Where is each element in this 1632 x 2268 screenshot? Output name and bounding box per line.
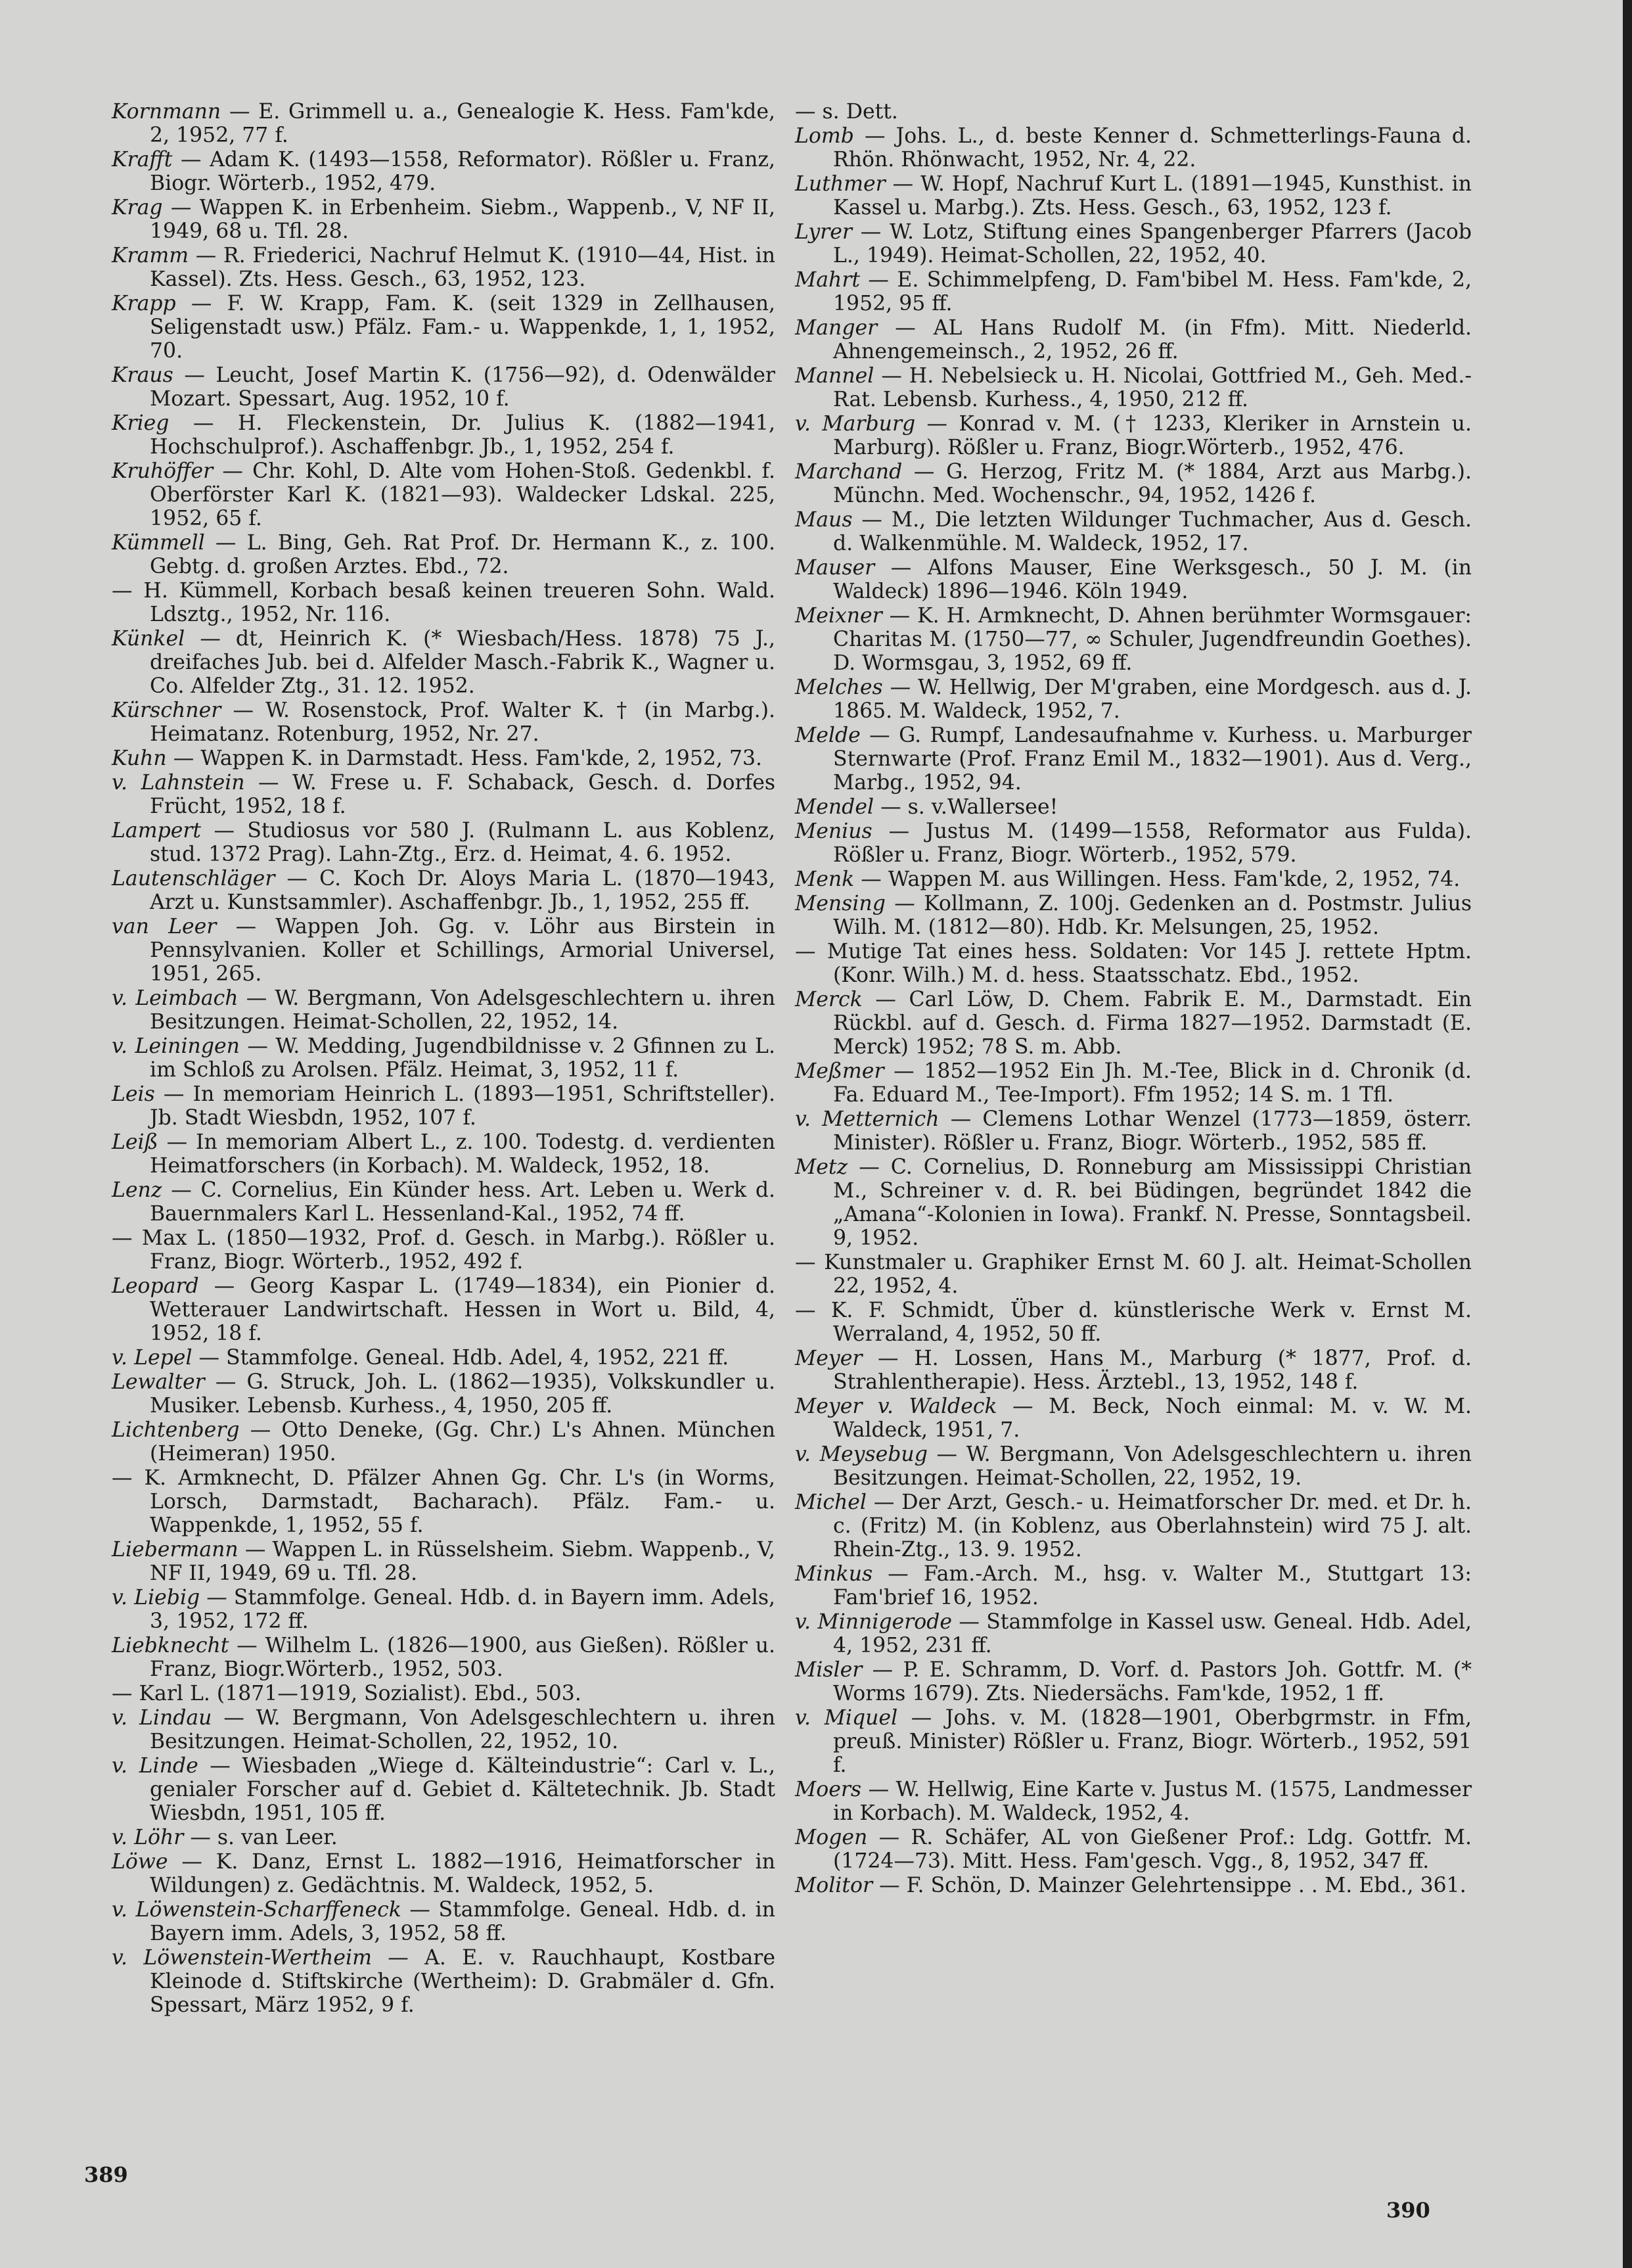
entry-keyword: Lomb <box>795 124 854 148</box>
index-entry <box>795 1443 1472 1490</box>
entry-text: — Kollmann, Z. 100j. Gedenken an d. Postmstr. Julius Wilh. M. (1812—80). Hdb. Kr. Melsungen, 25, 1952. <box>833 892 1472 939</box>
index-entry <box>795 1562 1472 1609</box>
entry-keyword: Lampert <box>112 819 202 843</box>
index-entry <box>795 1826 1472 1873</box>
entry-keyword: Lenz <box>112 1178 162 1202</box>
entry-keyword: Meßmer <box>795 1059 884 1083</box>
entry-text: — W. Hopf, Nachruf Kurt L. (1891—1945, Kunsthist. in Kassel u. Marbg.). Zts. Hess. Gesch., 63, 1952, 123 f. <box>833 172 1472 220</box>
index-entry <box>112 411 775 459</box>
index-entry <box>112 1034 775 1082</box>
entry-text: — K. Armknecht, D. Pfälzer Ahnen Gg. Chr. L's (in Worms, Lorsch, Darmstadt, Bacharach). Pfälz. Fam.- u. Wappenkde, 1, 1952, 55 f. <box>112 1466 775 1537</box>
entry-text: — Clemens Lothar Wenzel (1773—1859, österr. Minister). Rößler u. Franz, Biogr. Wörterb., 1952, 585 ff. <box>833 1107 1472 1155</box>
index-entry <box>795 1107 1472 1155</box>
index-entry <box>795 795 1472 819</box>
entry-text: — W. Bergmann, Von Adelsgeschlechtern u. ihren Besitzungen. Heimat-Schollen, 22, 1952, 14. <box>150 986 776 1034</box>
index-entry <box>795 676 1472 723</box>
index-entry <box>795 892 1472 939</box>
entry-keyword: Kornmann <box>112 100 221 124</box>
index-entry <box>795 124 1472 172</box>
entry-text: — W. Hellwig, Eine Karte v. Justus M. (1575, Landmesser in Korbach). M. Waldeck, 1952, 4. <box>833 1778 1472 1825</box>
entry-keyword: Lyrer <box>795 220 852 244</box>
entry-text: — In memoriam Heinrich L. (1893—1951, Schriftsteller). Jb. Stadt Wiesbdn, 1952, 107 f. <box>150 1082 775 1130</box>
index-entry <box>112 363 775 411</box>
entry-text: — M., Die letzten Wildunger Tuchmacher, Aus d. Gesch. d. Walkenmühle. M. Waldeck, 1952, 17. <box>833 508 1472 555</box>
index-entry <box>112 531 775 578</box>
entry-keyword: v. Lahnstein <box>112 771 245 795</box>
entry-text: — H. Nebelsieck u. H. Nicolai, Gottfried M., Geh. Med.-Rat. Lebensb. Kurhess., 4, 1950, 212 ff. <box>833 364 1472 411</box>
entry-text: — Wappen Joh. Gg. v. Löhr aus Birstein in Pennsylvanien. Koller et Schillings, Armorial Universel, 1951, 265. <box>150 915 775 986</box>
entry-text: — F. W. Krapp, Fam. K. (seit 1329 in Zellhausen, Seligenstadt usw.) Pfälz. Fam.- u. Wappenkde, 1, 1, 1952, 70. <box>150 292 775 363</box>
entry-keyword: Lautenschläger <box>112 867 275 891</box>
entry-keyword: Krieg <box>112 411 170 435</box>
entry-keyword: v. Löwenstein-Scharffeneck <box>112 1898 401 1922</box>
entry-text: — Konrad v. M. († 1233, Kleriker in Arnstein u. Marburg). Rößler u. Franz, Biogr.Wörterb., 1952, 476. <box>833 412 1472 459</box>
entry-keyword: v. Löhr <box>112 1826 184 1849</box>
entry-keyword: Menk <box>795 868 855 891</box>
entry-text: — Stammfolge. Geneal. Hdb. d. in Bayern imm. Adels, 3, 1952, 58 ff. <box>150 1898 775 1945</box>
entry-text: — Stammfolge in Kassel usw. Geneal. Hdb. Adel, 4, 1952, 231 ff. <box>833 1610 1472 1657</box>
entry-text: — Adam K. (1493—1558, Reformator). Rößler u. Franz, Biogr. Wörterb., 1952, 479. <box>150 148 775 195</box>
index-entry <box>112 986 775 1034</box>
index-entry <box>795 1610 1472 1657</box>
entry-keyword: Kuhn <box>112 747 167 770</box>
entry-text: — AL Hans Rudolf M. (in Ffm). Mitt. Niederld. Ahnengemeinsch., 2, 1952, 26 ff. <box>833 316 1472 363</box>
entry-text: — M. Beck, Noch einmal: M. v. W. M. Waldeck, 1951, 7. <box>833 1395 1472 1442</box>
entry-keyword: Kruhöffer <box>112 459 214 483</box>
index-entry <box>112 1706 775 1753</box>
page-edge-shadow <box>1623 0 1632 2268</box>
entry-keyword: Mahrt <box>795 268 861 292</box>
entry-text: — C. Koch Dr. Aloys Maria L. (1870—1943, Arzt u. Kunstsammler). Aschaffenbgr. Jb., 1, 1952, 255 ff. <box>150 867 775 914</box>
index-entry <box>112 1538 775 1585</box>
entry-text: — Der Arzt, Gesch.- u. Heimatforscher Dr. med. et Dr. h. c. (Fritz) M. (in Koblenz, aus Oberlahnstein) wird 75 J. alt. Rhein-Ztg., 13. 9. 1952. <box>833 1491 1472 1562</box>
entry-text: — L. Bing, Geh. Rat Prof. Dr. Hermann K., z. 100. Gebtg. d. großen Arztes. Ebd., 72. <box>150 531 775 578</box>
entry-keyword: Melde <box>795 724 861 747</box>
entry-keyword: Kraus <box>112 363 173 387</box>
entry-text: — Max L. (1850—1932, Prof. d. Gesch. in Marbg.). Rößler u. Franz, Biogr. Wörterb., 1952, 492 f. <box>112 1226 775 1274</box>
entry-text: — Kunstmaler u. Graphiker Ernst M. 60 J. alt. Heimat-Schollen 22, 1952, 4. <box>795 1251 1472 1298</box>
entry-text: — W. Medding, Jugendbildnisse v. 2 Gfinnen zu L. im Schloß zu Arolsen. Pfälz. Heimat, 3, 1952, 11 f. <box>150 1034 775 1082</box>
entry-keyword: Kramm <box>112 244 189 267</box>
page-number-right: 390 <box>1386 2198 1430 2223</box>
index-entry <box>112 915 775 986</box>
entry-keyword: Mauser <box>795 556 875 580</box>
entry-keyword: Moers <box>795 1778 862 1801</box>
index-entry <box>112 1754 775 1825</box>
entry-keyword: Leopard <box>112 1274 199 1298</box>
index-entry <box>795 1347 1472 1394</box>
index-entry <box>795 268 1472 315</box>
entry-keyword: v. Linde <box>112 1754 198 1778</box>
index-entry <box>795 1251 1472 1298</box>
entry-text: — W. Hellwig, Der M'graben, eine Mordgesch. aus d. J. 1865. M. Waldeck, 1952, 7. <box>833 676 1472 723</box>
entry-keyword: Lichtenberg <box>112 1418 240 1442</box>
index-entry <box>795 556 1472 603</box>
index-entry <box>112 100 775 147</box>
entry-text: — K. H. Armknecht, D. Ahnen berühmter Wormsgauer: Charitas M. (1750—77, ∞ Schuler, Jugendfreundin Goethes). D. Wormsgau, 3, 1952, 69 ff. <box>833 604 1472 675</box>
entry-text: — Georg Kaspar L. (1749—1834), ein Pionier d. Wetterauer Landwirtschaft. Hessen in Wort u. Bild, 4, 1952, 18 f. <box>150 1274 775 1345</box>
index-entry <box>112 1898 775 1945</box>
entry-keyword: Metz <box>795 1155 848 1179</box>
entry-keyword: Merck <box>795 988 863 1011</box>
index-entry <box>795 604 1472 675</box>
entry-keyword: Krafft <box>112 148 173 172</box>
index-entry <box>112 244 775 291</box>
entry-text: — Wilhelm L. (1826—1900, aus Gießen). Rößler u. Franz, Biogr.Wörterb., 1952, 503. <box>150 1634 775 1681</box>
index-entry <box>112 196 775 243</box>
entry-text: — W. Bergmann, Von Adelsgeschlechtern u. ihren Besitzungen. Heimat-Schollen, 22, 1952, 10. <box>150 1706 775 1753</box>
entry-keyword: v. Metternich <box>795 1107 940 1131</box>
index-entry <box>112 459 775 530</box>
entry-keyword: Krapp <box>112 292 176 315</box>
index-entry <box>112 867 775 914</box>
entry-keyword: Leis <box>112 1082 155 1106</box>
index-entry <box>795 1778 1472 1825</box>
index-entry <box>795 508 1472 555</box>
index-entry <box>112 1466 775 1537</box>
entry-text: — A. E. v. Rauchhaupt, Kostbare Kleinode d. Stiftskirche (Wertheim): D. Grabmäler d. Gfn. Spessart, März 1952, 9 f. <box>150 1946 775 2017</box>
entry-text: — Wappen L. in Rüsselsheim. Siebm. Wappenb., V, NF II, 1949, 69 u. Tfl. 28. <box>150 1538 775 1585</box>
entry-text: — H. Fleckenstein, Dr. Julius K. (1882—1941, Hochschulprof.). Aschaffenbgr. Jb., 1, 1952, 254 f. <box>150 411 775 459</box>
entry-keyword: v. Leiningen <box>112 1034 240 1058</box>
entry-keyword: Künkel <box>112 627 185 651</box>
index-entry <box>112 627 775 698</box>
index-entry <box>795 1299 1472 1346</box>
entry-text: — G. Rumpf, Landesaufnahme v. Kurhess. u. Marburger Sternwarte (Prof. Franz Emil M., 1832—1901). Aus d. Verg., Marbg., 1952, 94. <box>833 724 1472 795</box>
entry-keyword: Mannel <box>795 364 874 388</box>
index-entry <box>795 1155 1472 1250</box>
entry-text: — Studiosus vor 580 J. (Rulmann L. aus Koblenz, stud. 1372 Prag). Lahn-Ztg., Erz. d. Heimat, 4. 6. 1952. <box>150 819 775 866</box>
entry-keyword: Kürschner <box>112 699 221 722</box>
entry-keyword: v. Löwenstein-Wertheim <box>112 1946 372 1970</box>
index-entry <box>795 1491 1472 1562</box>
entry-text: — Carl Löw, D. Chem. Fabrik E. M., Darmstadt. Ein Rückbl. auf d. Gesch. d. Firma 1827—1952. Darmstadt (E. Merck) 1952; 78 S. m. Abb. <box>833 988 1472 1059</box>
entry-keyword: v. Leimbach <box>112 986 238 1010</box>
index-entry <box>795 100 1472 124</box>
entry-text: — W. Lotz, Stiftung eines Spangenberger Pfarrers (Jacob L., 1949). Heimat-Schollen, 22, 1952, 40. <box>833 220 1472 267</box>
entry-text: — K. Danz, Ernst L. 1882—1916, Heimatforscher in Wildungen) z. Gedächtnis. M. Waldeck, 1952, 5. <box>150 1850 775 1897</box>
entry-keyword: Liebknecht <box>112 1634 229 1657</box>
index-entry <box>795 820 1472 867</box>
entry-text: — E. Grimmell u. a., Genealogie K. Hess. Fam'kde, 2, 1952, 77 f. <box>150 100 775 147</box>
entry-text: — W. Frese u. F. Schaback, Gesch. d. Dorfes Frücht, 1952, 18 f. <box>150 771 775 818</box>
index-entry <box>795 460 1472 507</box>
entry-text: — Karl L. (1871—1919, Sozialist). Ebd., 503. <box>112 1682 581 1705</box>
index-entry <box>112 1274 775 1345</box>
entry-keyword: Maus <box>795 508 853 532</box>
entry-keyword: Löwe <box>112 1850 168 1874</box>
entry-text: — In memoriam Albert L., z. 100. Todestg. d. verdienten Heimatforschers (in Korbach). M. Waldeck, 1952, 18. <box>150 1130 775 1178</box>
entry-keyword: Meyer v. Waldeck <box>795 1395 997 1418</box>
entry-text: — R. Friederici, Nachruf Helmut K. (1910—44, Hist. in Kassel). Zts. Hess. Gesch., 63, 1952, 123. <box>150 244 775 291</box>
index-entry <box>795 868 1472 891</box>
entry-keyword: Marchand <box>795 460 903 484</box>
entry-keyword: v. Liebig <box>112 1586 200 1609</box>
entry-text: — s. Dett. <box>795 100 898 124</box>
entry-keyword: Mogen <box>795 1826 868 1849</box>
index-entry <box>112 1946 775 2017</box>
entry-text: — H. Kümmell, Korbach besaß keinen treueren Sohn. Wald. Ldsztg., 1952, Nr. 116. <box>112 579 775 626</box>
entry-text: — Chr. Kohl, D. Alte vom Hohen-Stoß. Gedenkbl. f. Oberförster Karl K. (1821—93). Waldecker Ldskal. 225, 1952, 65 f. <box>150 459 775 530</box>
entry-text: — K. F. Schmidt, Über d. künstlerische Werk v. Ernst M. Werraland, 4, 1952, 50 ff. <box>795 1299 1472 1346</box>
entry-keyword: Lewalter <box>112 1370 205 1394</box>
entry-text: — E. Schimmelpfeng, D. Fam'bibel M. Hess. Fam'kde, 2, 1952, 95 ff. <box>833 268 1472 315</box>
entry-text: — Alfons Mauser, Eine Werksgesch., 50 J. M. (in Waldeck) 1896—1946. Köln 1949. <box>833 556 1472 603</box>
index-entry <box>795 1059 1472 1107</box>
index-entry <box>112 1178 775 1226</box>
entry-keyword: v. Meysebug <box>795 1443 928 1466</box>
entry-text: — Wappen M. aus Willingen. Hess. Fam'kde, 2, 1952, 74. <box>854 868 1461 891</box>
entry-text: — 1852—1952 Ein Jh. M.-Tee, Blick in d. Chronik (d. Fa. Eduard M., Tee-Import). Ffm 1952; 14 S. m. 1 Tfl. <box>833 1059 1472 1107</box>
entry-text: — Wiesbaden „Wiege d. Kälteindustrie“: Carl v. L., genialer Forscher auf d. Gebiet d. Kältetechnik. Jb. Stadt Wiesbdn, 1951, 105 ff. <box>150 1754 775 1825</box>
entry-keyword: Meixner <box>795 604 882 628</box>
index-entry <box>795 1874 1472 1897</box>
entry-keyword: Manger <box>795 316 878 340</box>
entry-keyword: Melches <box>795 676 883 699</box>
entry-text: — W. Rosenstock, Prof. Walter K. † (in Marbg.). Heimatanz. Rotenburg, 1952, Nr. 27. <box>150 699 775 746</box>
entry-keyword: Kümmell <box>112 531 205 555</box>
entry-keyword: v. Marburg <box>795 412 916 436</box>
entry-text: — Leucht, Josef Martin K. (1756—92), d. Odenwälder Mozart. Spessart, Aug. 1952, 10 f. <box>150 363 775 411</box>
index-entry <box>112 1226 775 1274</box>
entry-text: — Otto Deneke, (Gg. Chr.) L's Ahnen. München (Heimeran) 1950. <box>150 1418 775 1466</box>
entry-text: — H. Lossen, Hans M., Marburg (* 1877, Prof. d. Strahlentherapie). Hess. Ärztebl., 13, 1952, 148 f. <box>833 1347 1472 1394</box>
entry-text: — Justus M. (1499—1558, Reformator aus Fulda). Rößler u. Franz, Biogr. Wörterb., 1952, 579. <box>833 820 1472 867</box>
index-entry <box>795 220 1472 267</box>
entry-keyword: Luthmer <box>795 172 886 196</box>
entry-keyword: v. Minnigerode <box>795 1610 953 1634</box>
index-entry <box>795 940 1472 987</box>
index-entry <box>112 1586 775 1633</box>
entry-text: — s. v.Wallersee! <box>874 795 1058 819</box>
entry-keyword: v. Miquel <box>795 1706 898 1730</box>
entry-keyword: v. Lindau <box>112 1706 212 1730</box>
entry-text: — dt, Heinrich K. (* Wiesbach/Hess. 1878) 75 J., dreifaches Jub. bei d. Alfelder Masch.-Fabrik K., Wagner u. Co. Alfelder Ztg., 31. 12. 1952. <box>150 627 775 698</box>
index-entry <box>795 364 1472 411</box>
entry-keyword: Liebermann <box>112 1538 238 1562</box>
index-entry <box>112 819 775 866</box>
entry-text: — Stammfolge. Geneal. Hdb. d. in Bayern imm. Adels, 3, 1952, 172 ff. <box>150 1586 776 1633</box>
index-entry <box>112 1130 775 1178</box>
right-column <box>795 100 1472 1898</box>
left-column <box>112 100 775 2018</box>
index-entry <box>795 412 1472 459</box>
index-entry <box>795 724 1472 795</box>
index-entry <box>112 1634 775 1681</box>
index-entry <box>112 292 775 363</box>
page-number-left: 389 <box>84 2162 128 2187</box>
entry-keyword: Minkus <box>795 1562 873 1586</box>
entry-keyword: Krag <box>112 196 163 220</box>
entry-text: — Johs. v. M. (1828—1901, Oberbgrmstr. in Ffm, preuß. Minister) Rößler u. Franz, Biogr. Wörterb., 1952, 591 f. <box>833 1706 1472 1777</box>
entry-keyword: Menius <box>795 820 873 843</box>
index-entry <box>112 1826 775 1849</box>
entry-keyword: Molitor <box>795 1874 873 1897</box>
entry-keyword: Meyer <box>795 1347 863 1370</box>
entry-text: — Wappen K. in Erbenheim. Siebm., Wappenb., V, NF II, 1949, 68 u. Tfl. 28. <box>150 196 775 243</box>
index-entry <box>795 316 1472 363</box>
entry-text: — G. Struck, Joh. L. (1862—1935), Volkskundler u. Musiker. Lebensb. Kurhess., 4, 1950, 205 ff. <box>150 1370 775 1418</box>
index-entry <box>112 747 775 770</box>
entry-text: — C. Cornelius, Ein Künder hess. Art. Leben u. Werk d. Bauernmalers Karl L. Hessenland-Kal., 1952, 74 ff. <box>150 1178 775 1226</box>
entry-text: — G. Herzog, Fritz M. (* 1884, Arzt aus Marbg.). Münchn. Med. Wochenschr., 94, 1952, 1426 f. <box>833 460 1472 507</box>
entry-text: — P. E. Schramm, D. Vorf. d. Pastors Joh. Gottfr. M. (* Worms 1679). Zts. Niedersächs. Fam'kde, 1952, 1 ff. <box>833 1658 1472 1705</box>
index-entry <box>795 1395 1472 1442</box>
entry-text: — Stammfolge. Geneal. Hdb. Adel, 4, 1952, 221 ff. <box>192 1346 729 1370</box>
entry-keyword: Michel <box>795 1491 867 1514</box>
entry-keyword: Mendel <box>795 795 874 819</box>
index-entry <box>795 988 1472 1059</box>
index-entry <box>112 1346 775 1370</box>
entry-keyword: van Leer <box>112 915 217 938</box>
entry-text: — s. van Leer. <box>183 1826 338 1849</box>
entry-text: — C. Cornelius, D. Ronneburg am Mississippi Christian M., Schreiner v. d. R. bei Büdingen, begründet 1842 die „Amana“-Kolonien in Iowa). Frankf. N. Presse, Sonntagsbeil. 9, 1952. <box>833 1155 1472 1250</box>
index-entry <box>112 771 775 818</box>
index-entry <box>112 1850 775 1897</box>
index-entry <box>112 1418 775 1466</box>
entry-keyword: Misler <box>795 1658 863 1682</box>
entry-text: — W. Bergmann, Von Adelsgeschlechtern u. ihren Besitzungen. Heimat-Schollen, 22, 1952, 19. <box>833 1443 1472 1490</box>
index-entry <box>795 1658 1472 1705</box>
entry-text: — F. Schön, D. Mainzer Gelehrtensippe . . M. Ebd., 361. <box>873 1874 1466 1897</box>
index-entry <box>112 579 775 626</box>
entry-text: — Wappen K. in Darmstadt. Hess. Fam'kde, 2, 1952, 73. <box>166 747 763 770</box>
index-entry <box>795 1706 1472 1777</box>
index-entry <box>112 1370 775 1418</box>
entry-keyword: v. Lepel <box>112 1346 193 1370</box>
entry-keyword: Leiß <box>112 1130 158 1154</box>
entry-text: — R. Schäfer, AL von Gießener Prof.: Ldg. Gottfr. M. (1724—73). Mitt. Hess. Fam'gesch. Vgg., 8, 1952, 347 ff. <box>833 1826 1472 1873</box>
entry-keyword: Mensing <box>795 892 886 915</box>
index-entry <box>112 699 775 746</box>
index-entry <box>112 1082 775 1130</box>
index-entry <box>112 148 775 195</box>
index-entry <box>112 1682 775 1705</box>
entry-text: — Fam.-Arch. M., hsg. v. Walter M., Stuttgart 13: Fam'brief 16, 1952. <box>833 1562 1472 1609</box>
entry-text: — Mutige Tat eines hess. Soldaten: Vor 145 J. rettete Hptm. (Konr. Wilh.) M. d. hess. Staatsschatz. Ebd., 1952. <box>795 940 1472 987</box>
index-entry <box>795 172 1472 220</box>
entry-text: — Johs. L., d. beste Kenner d. Schmetterlings-Fauna d. Rhön. Rhönwacht, 1952, Nr. 4, 22. <box>833 124 1472 172</box>
